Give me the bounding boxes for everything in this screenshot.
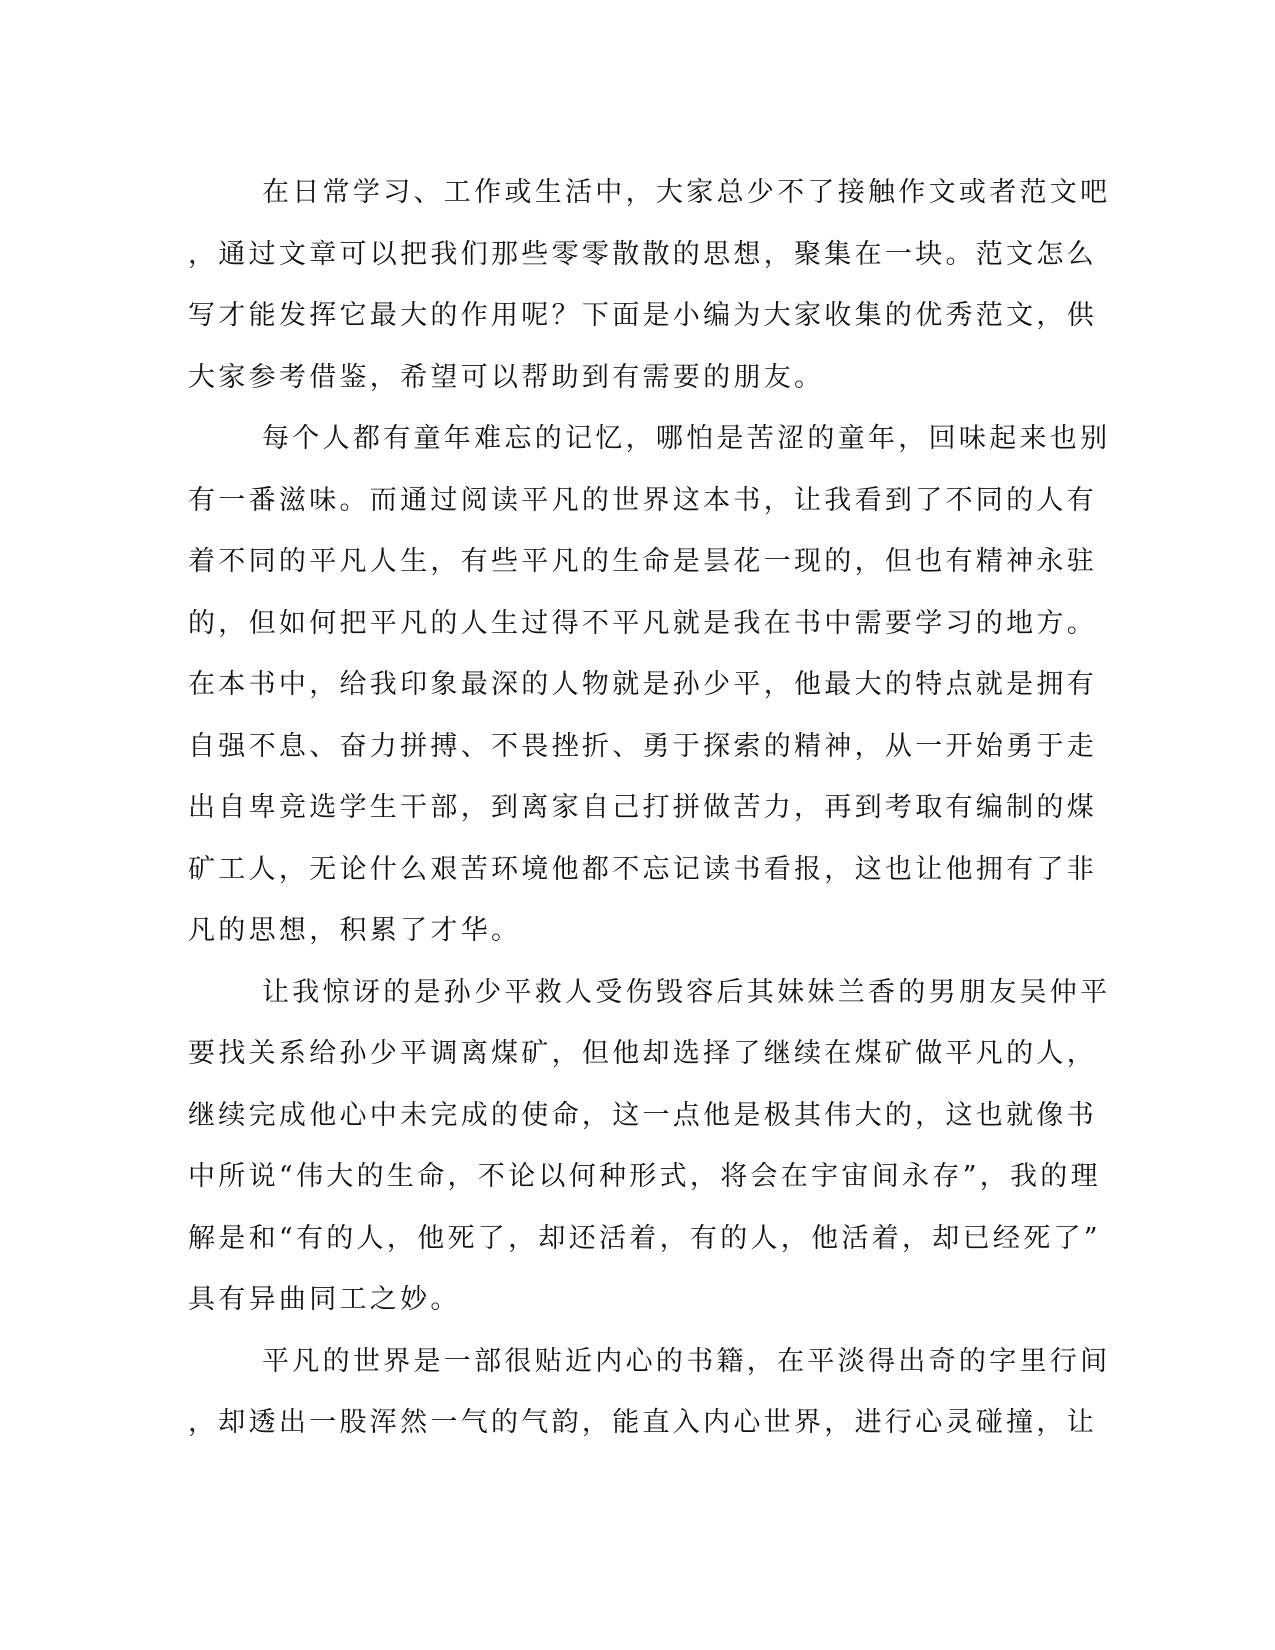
paragraph-2-line-3: 着不同的平凡人生，有些平凡的生命是昙花一现的，但也有精神永驻: [188, 546, 1097, 577]
document-body: [188, 162, 1111, 1454]
paragraph-4-line-2: ，却透出一股浑然一气的气韵，能直入内心世界，进行心灵碰撞，让: [188, 1407, 1097, 1438]
paragraph-3-line-2: 要找关系给孙少平调离煤矿，但他却选择了继续在煤矿做平凡的人，: [188, 1038, 1097, 1069]
paragraph-3-line-5: 解是和“有的人，他死了，却还活着，有的人，他活着，却已经死了”: [188, 1222, 1101, 1254]
paragraph-1-line-4: 大家参考借鉴，希望可以帮助到有需要的朋友。: [188, 361, 825, 393]
paragraph-3-line-4: 中所说“伟大的生命，不论以何种形式，将会在宇宙间永存”，我的理: [188, 1161, 1101, 1192]
paragraph-2-line-4: 的，但如何把平凡的人生过得不平凡就是我在书中需要学习的地方。: [188, 607, 1097, 639]
paragraph-1-line-1: 在日常学习、工作或生活中，大家总少不了接触作文或者范文吧: [262, 177, 1111, 208]
paragraph-3-line-1: 让我惊讶的是孙少平救人受伤毁容后其妹妹兰香的男朋友吴仲平: [262, 976, 1111, 1008]
paragraph-2-line-6: 自强不息、奋力拼搏、不畏挫折、勇于探索的精神，从一开始勇于走: [188, 730, 1097, 762]
paragraph-2-line-9: 凡的思想，积累了才华。: [188, 915, 522, 946]
paragraph-1-line-2: ，通过文章可以把我们那些零零散散的思想，聚集在一块。范文怎么: [188, 238, 1097, 270]
paragraph-2-line-2: 有一番滋味。而通过阅读平凡的世界这本书，让我看到了不同的人有: [188, 484, 1097, 516]
paragraph-4-line-1: 平凡的世界是一部很贴近内心的书籍，在平淡得出奇的字里行间: [262, 1345, 1111, 1377]
paragraph-3-line-3: 继续完成他心中未完成的使命，这一点他是极其伟大的，这也就像书: [188, 1099, 1097, 1131]
paragraph-1-line-3: 写才能发挥它最大的作用呢？下面是小编为大家收集的优秀范文，供: [188, 300, 1097, 331]
paragraph-2-line-5: 在本书中，给我印象最深的人物就是孙少平，他最大的特点就是拥有: [188, 669, 1097, 700]
paragraph-2-line-7: 出自卑竞选学生干部，到离家自己打拼做苦力，再到考取有编制的煤: [188, 792, 1097, 823]
paragraph-2-line-8: 矿工人，无论什么艰苦环境他都不忘记读书看报，这也让他拥有了非: [188, 853, 1097, 885]
paragraph-2-line-1: 每个人都有童年难忘的记忆，哪怕是苦涩的童年，回味起来也别: [262, 423, 1111, 454]
paragraph-3-line-6: 具有异曲同工之妙。: [188, 1284, 461, 1315]
